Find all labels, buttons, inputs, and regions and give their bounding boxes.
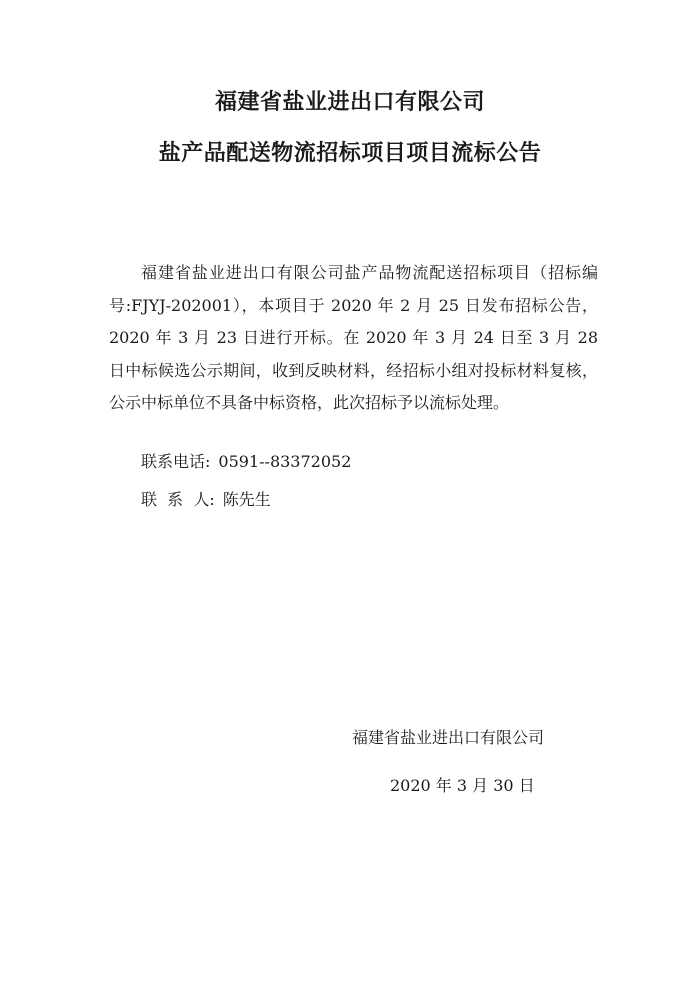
phone-line — [141, 447, 351, 477]
contact-line — [141, 485, 271, 515]
phone-label: 联系电话: — [141, 452, 211, 471]
contact-person: 陈先生 — [222, 490, 271, 509]
contact-label: 联 系 人: — [141, 490, 215, 509]
signature-company: 福建省盐业进出口有限公司 — [352, 728, 545, 747]
document-title-line1: 福建省盐业进出口有限公司 — [214, 90, 485, 115]
document-title-line2: 盐产品配送物流招标项目项目流标公告 — [158, 141, 542, 166]
announcement-body: 福建省盐业进出口有限公司盐产品物流配送招标项目（招标编号:FJYJ-202001），本项目于 2020 年 2 月 25 日发布招标公告，2020 年 3 月 23 日进行开标。在 2020 年 3 月 24 日至 3 月 28 日中标候选公示期间，收到反映材料，经招标小组对投标材料复核，公示中标单位不具备中标资格，此次招标予以流标处理。 — [109, 263, 598, 412]
signature-date: 2020 年 3 月 30 日 — [390, 776, 535, 795]
phone-number: 0591--83372052 — [218, 452, 352, 471]
